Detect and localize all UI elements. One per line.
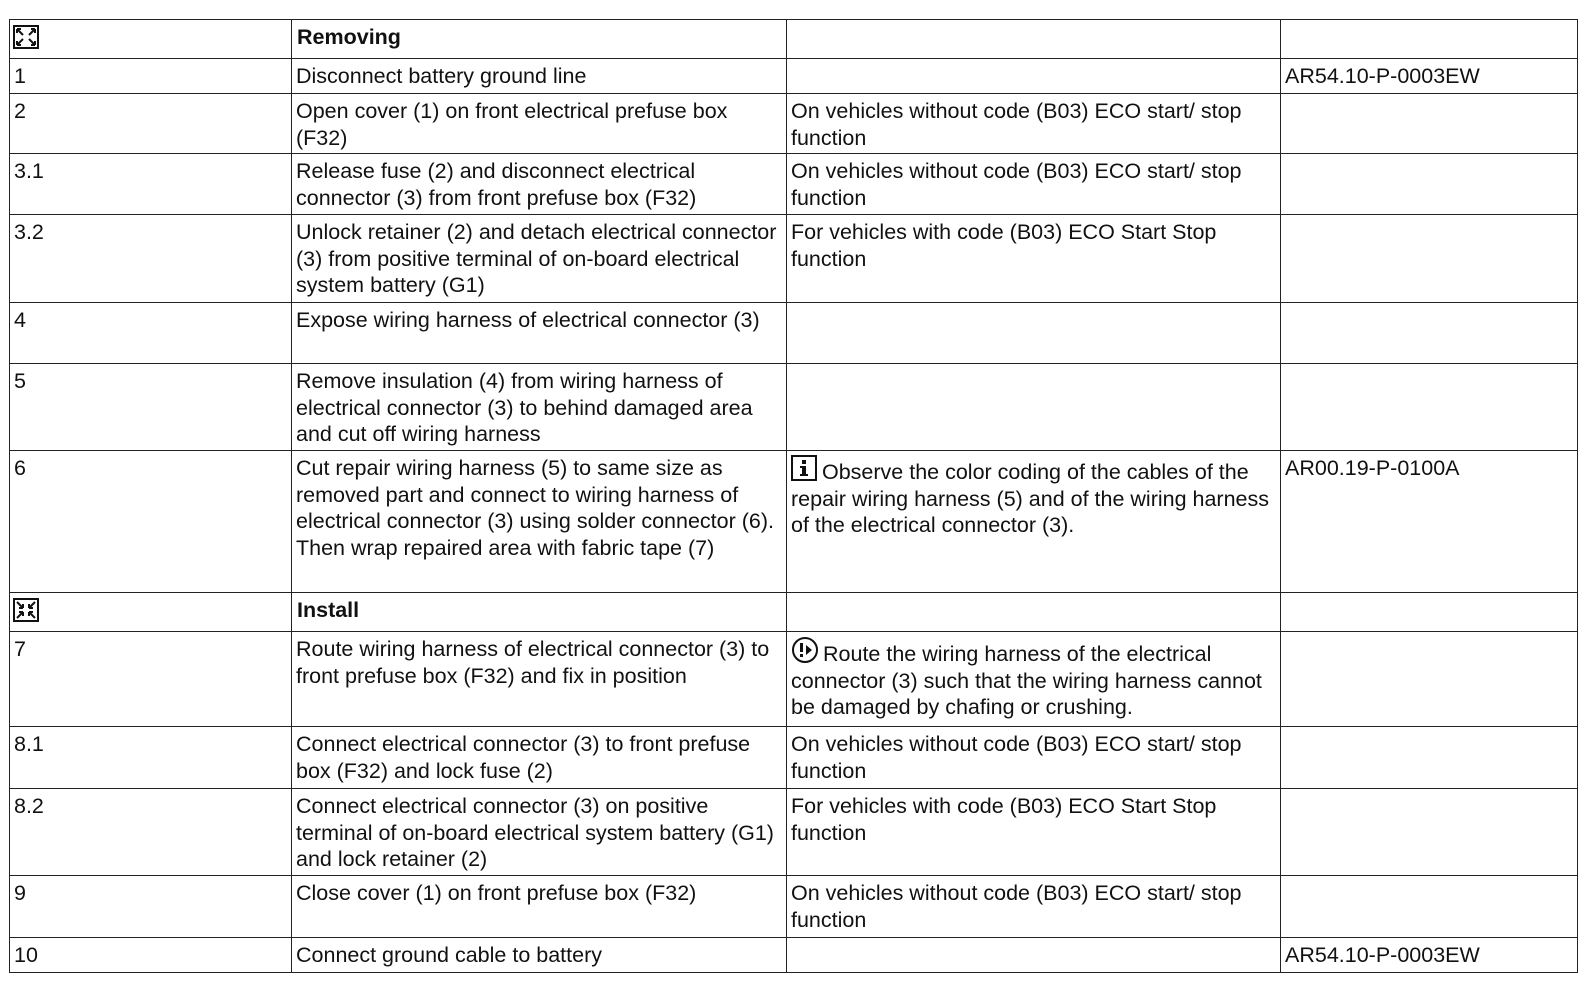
step-action: Connect electrical connector (3) to front prefuse box (F32) and lock fuse (2) (292, 727, 787, 789)
section-icon-cell (10, 593, 292, 632)
table-row (10, 876, 1578, 938)
step-action: Cut repair wiring harness (5) to same size as removed part and connect to wiring harness of electrical connector (3) using solder connector (6). Then wrap repaired area with fabric tape (7) (292, 451, 787, 593)
table-row (10, 303, 1578, 364)
section-icon-cell (10, 20, 292, 59)
step-number: 8.2 (10, 789, 292, 876)
warning-circle-icon (791, 636, 819, 664)
step-note-with-icon (787, 632, 1281, 727)
section-frame-icon (13, 598, 39, 622)
step-reference-link[interactable] (1281, 364, 1578, 451)
step-note (787, 938, 1281, 973)
step-reference-link[interactable] (1281, 303, 1578, 364)
step-action: Open cover (1) on front electrical prefuse box (F32) (292, 94, 787, 154)
step-reference-link[interactable]: AR54.10-P-0003EW (1281, 59, 1578, 94)
reference-cell (1281, 593, 1578, 632)
step-note-with-icon (787, 451, 1281, 593)
step-number: 9 (10, 876, 292, 938)
step-number: 3.2 (10, 215, 292, 303)
step-reference-link[interactable] (1281, 215, 1578, 303)
step-number: 7 (10, 632, 292, 727)
step-number: 6 (10, 451, 292, 593)
section-title: Removing (292, 20, 787, 59)
step-number: 3.1 (10, 154, 292, 215)
section-header-row (10, 593, 1578, 632)
step-reference-link[interactable] (1281, 789, 1578, 876)
step-note (787, 303, 1281, 364)
note-cell (787, 20, 1281, 59)
step-number: 10 (10, 938, 292, 973)
step-note: For vehicles with code (B03) ECO Start Stop function (787, 215, 1281, 303)
step-reference-link[interactable] (1281, 876, 1578, 938)
table-row (10, 364, 1578, 451)
step-note (787, 59, 1281, 94)
step-number: 2 (10, 94, 292, 154)
step-note: On vehicles without code (B03) ECO start/ stop function (787, 727, 1281, 789)
step-action: Unlock retainer (2) and detach electrical connector (3) from positive terminal of on-board electrical system battery (G1) (292, 215, 787, 303)
procedure-table-body (10, 20, 1578, 973)
table-row (10, 59, 1578, 94)
step-note: Observe the color coding of the cables of the repair wiring harness (5) and of the wiring harness of the electrical connector (3). (791, 460, 1270, 537)
step-action: Expose wiring harness of electrical connector (3) (292, 303, 787, 364)
table-row (10, 94, 1578, 154)
step-action: Close cover (1) on front prefuse box (F32) (292, 876, 787, 938)
procedure-table (9, 19, 1578, 973)
step-note: On vehicles without code (B03) ECO start/ stop function (787, 876, 1281, 938)
step-reference-link[interactable] (1281, 94, 1578, 154)
step-action: Remove insulation (4) from wiring harness of electrical connector (3) to behind damaged area and cut off wiring harness (292, 364, 787, 451)
step-note: On vehicles without code (B03) ECO start/ stop function (787, 94, 1281, 154)
step-note: For vehicles with code (B03) ECO Start Stop function (787, 789, 1281, 876)
reference-cell (1281, 20, 1578, 59)
table-row (10, 215, 1578, 303)
step-number: 4 (10, 303, 292, 364)
table-row (10, 154, 1578, 215)
section-frame-icon (13, 25, 39, 49)
step-action: Release fuse (2) and disconnect electrical connector (3) from front prefuse box (F32) (292, 154, 787, 215)
step-reference-link[interactable] (1281, 632, 1578, 727)
table-row (10, 727, 1578, 789)
step-number: 5 (10, 364, 292, 451)
table-row (10, 451, 1578, 593)
section-header-row (10, 20, 1578, 59)
section-title: Install (292, 593, 787, 632)
table-row (10, 632, 1578, 727)
step-action: Disconnect battery ground line (292, 59, 787, 94)
step-note: Route the wiring harness of the electrical connector (3) such that the wiring harness cannot be damaged by chafing or crushing. (791, 642, 1262, 719)
table-row (10, 789, 1578, 876)
step-reference-link[interactable]: AR00.19-P-0100A (1281, 451, 1578, 593)
step-reference-link[interactable]: AR54.10-P-0003EW (1281, 938, 1578, 973)
table-row (10, 938, 1578, 973)
step-action: Connect ground cable to battery (292, 938, 787, 973)
step-note (787, 364, 1281, 451)
info-icon (791, 455, 817, 481)
step-number: 1 (10, 59, 292, 94)
step-number: 8.1 (10, 727, 292, 789)
step-reference-link[interactable] (1281, 154, 1578, 215)
note-cell (787, 593, 1281, 632)
step-reference-link[interactable] (1281, 727, 1578, 789)
step-action: Connect electrical connector (3) on positive terminal of on-board electrical system battery (G1) and lock retainer (2) (292, 789, 787, 876)
step-note: On vehicles without code (B03) ECO start/ stop function (787, 154, 1281, 215)
step-action: Route wiring harness of electrical connector (3) to front prefuse box (F32) and fix in position (292, 632, 787, 727)
